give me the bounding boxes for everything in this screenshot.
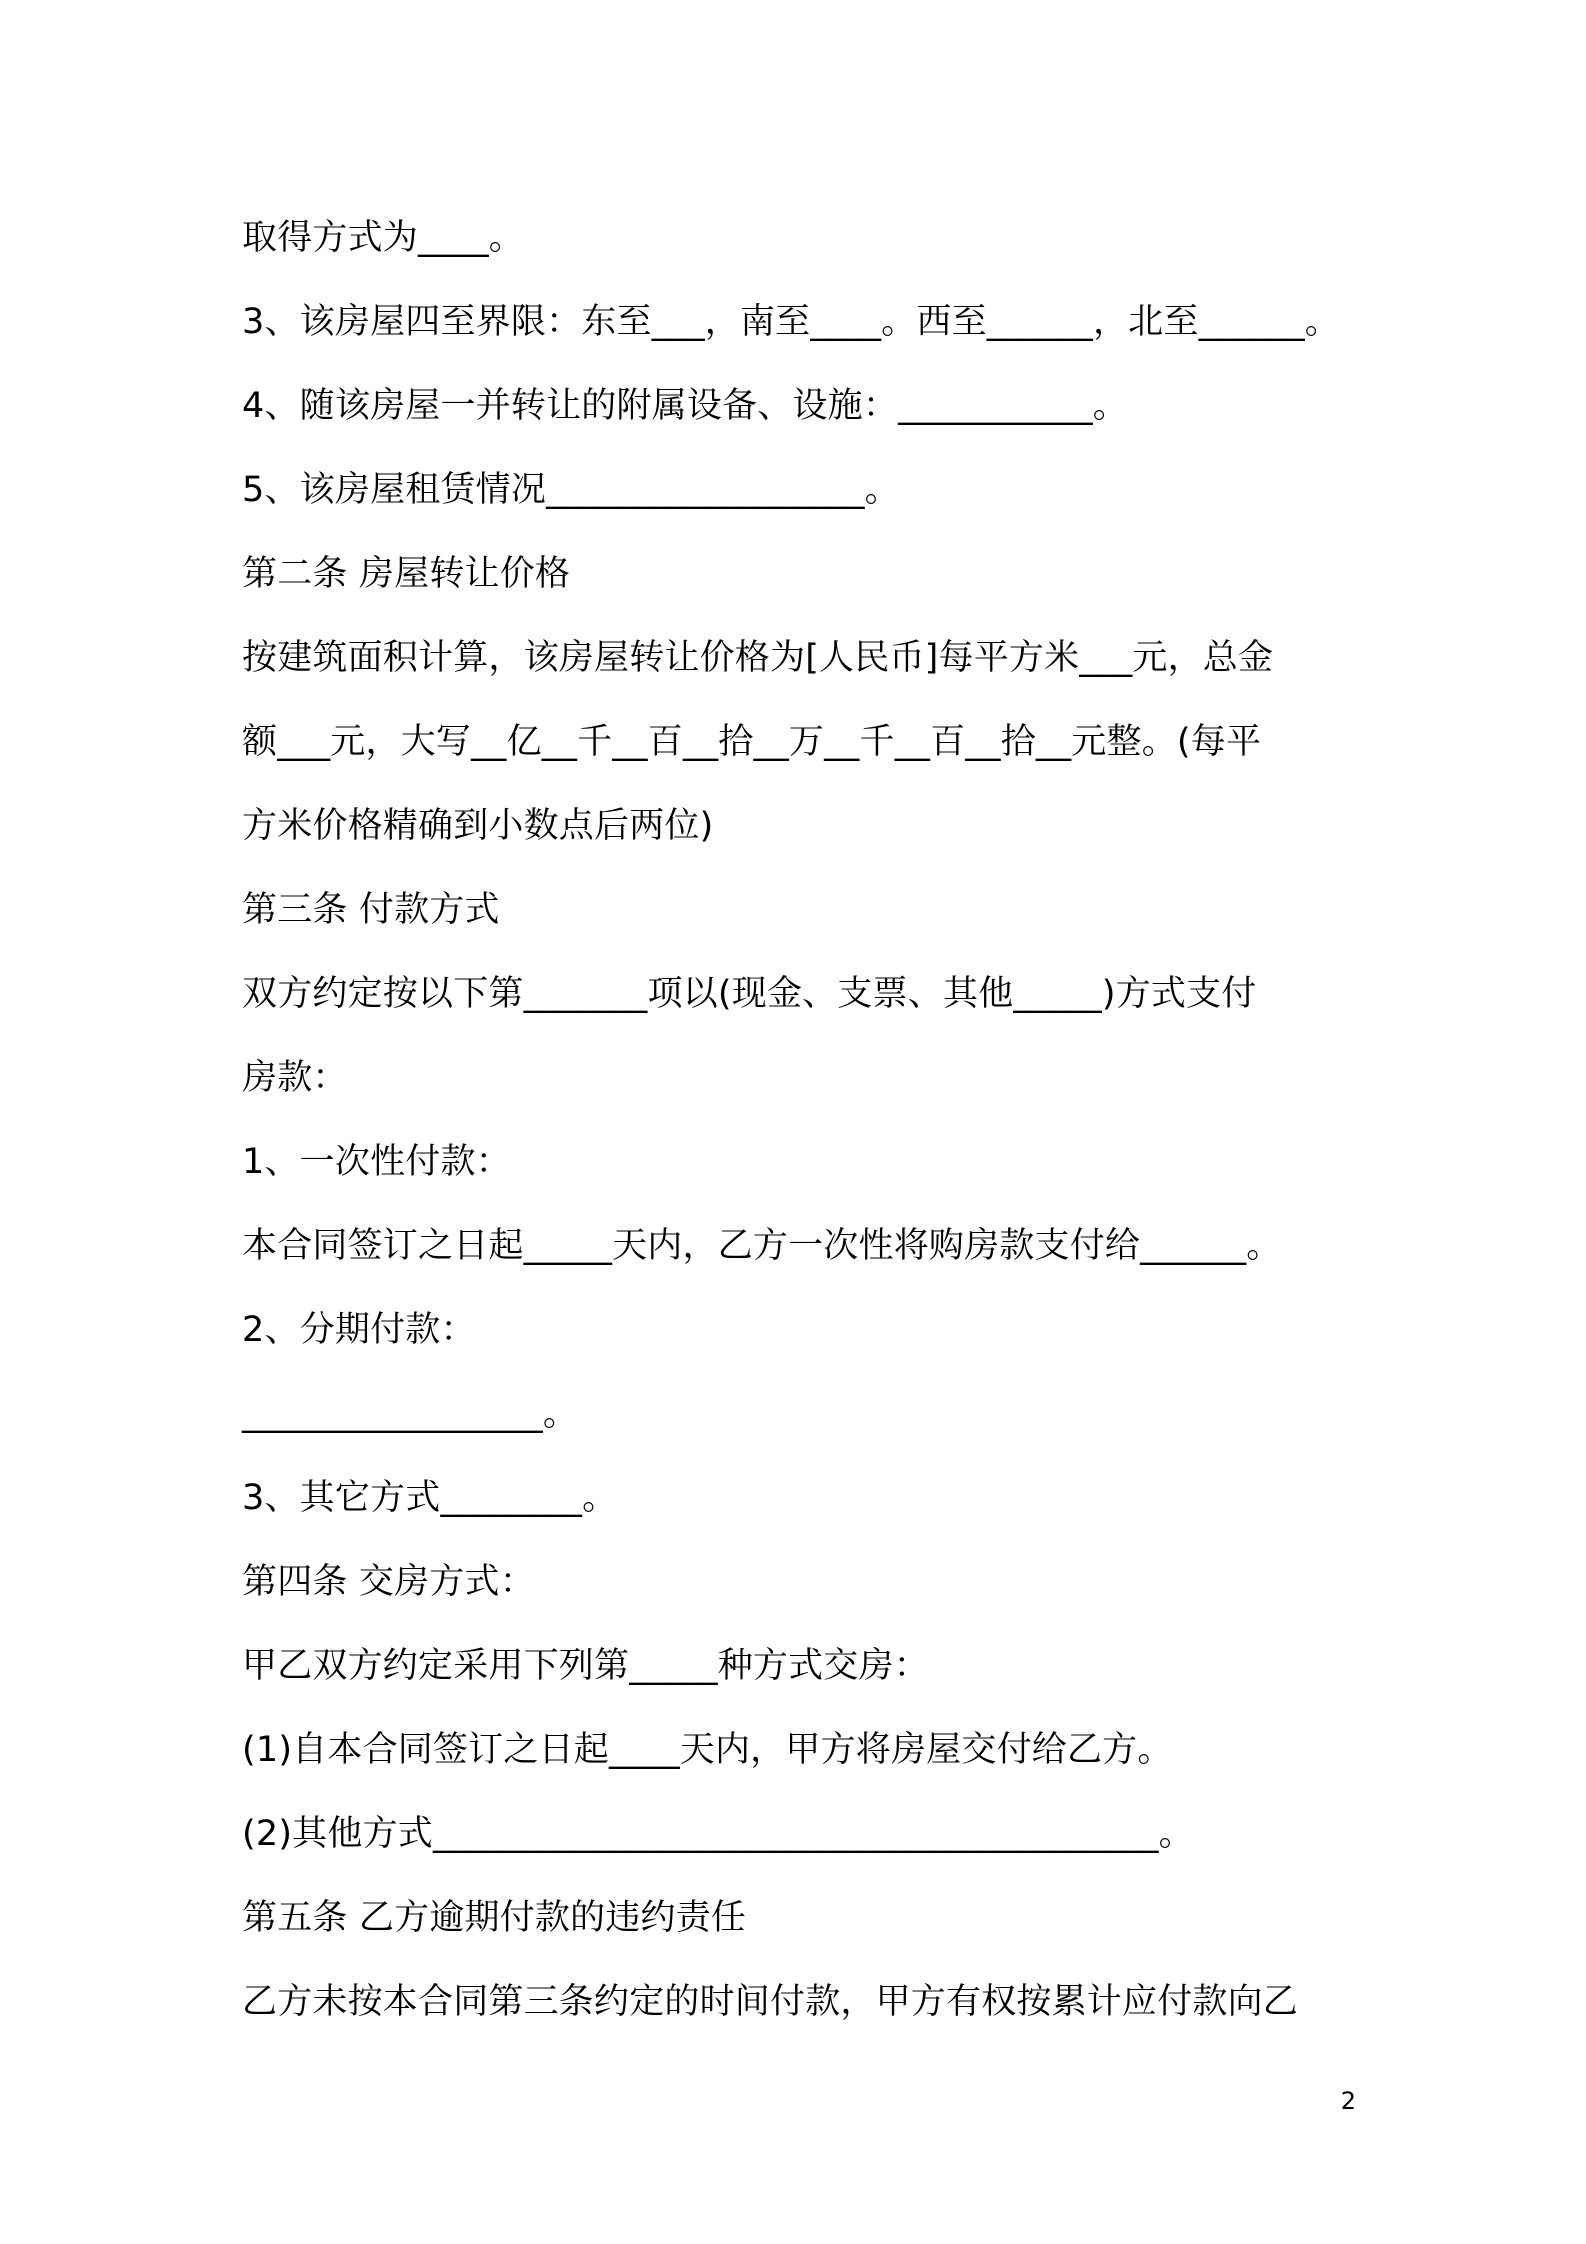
- text-line: 4、随该房屋一并转让的附属设备、设施：___________。: [242, 386, 1128, 426]
- section-heading: 第三条 付款方式: [242, 890, 500, 930]
- text-line: 2、分期付款：: [242, 1310, 476, 1350]
- text-line: 取得方式为____。: [242, 218, 525, 258]
- text-line: 3、该房屋四至界限：东至___，南至____。西至______，北至______。: [242, 302, 1340, 342]
- text-line: 双方约定按以下第_______项以(现金、支票、其他_____)方式支付: [242, 974, 1257, 1014]
- text-line: 房款：: [242, 1058, 348, 1098]
- text-line: _________________。: [242, 1394, 579, 1434]
- text-line: 甲乙双方约定采用下列第_____种方式交房：: [242, 1646, 929, 1686]
- page-number: 2: [1340, 2087, 1356, 2115]
- text-line: 1、一次性付款：: [242, 1142, 511, 1182]
- section-heading: 第四条 交房方式：: [242, 1562, 535, 1602]
- text-line: 5、该房屋租赁情况__________________。: [242, 470, 900, 510]
- text-line: 乙方未按本合同第三条约定的时间付款，甲方有权按累计应付款向乙: [242, 1982, 1299, 2022]
- text-line: 3、其它方式________。: [242, 1478, 618, 1518]
- text-line: 按建筑面积计算，该房屋转让价格为[人民币]每平方米___元，总金: [242, 638, 1274, 678]
- text-line: 方米价格精确到小数点后两位): [242, 806, 714, 846]
- section-heading: 第五条 乙方逾期付款的违约责任: [242, 1898, 747, 1938]
- section-heading: 第二条 房屋转让价格: [242, 554, 571, 594]
- text-line: (2)其他方式_________________________________________。: [242, 1814, 1194, 1854]
- text-line: 额___元，大写__亿__千__百__拾__万__千__百__拾__元整。(每平: [242, 722, 1262, 762]
- text-line: (1)自本合同签订之日起____天内，甲方将房屋交付给乙方。: [242, 1730, 1173, 1770]
- document-body: [242, 196, 1362, 2044]
- text-line: 本合同签订之日起_____天内，乙方一次性将购房款支付给______。: [242, 1226, 1282, 1266]
